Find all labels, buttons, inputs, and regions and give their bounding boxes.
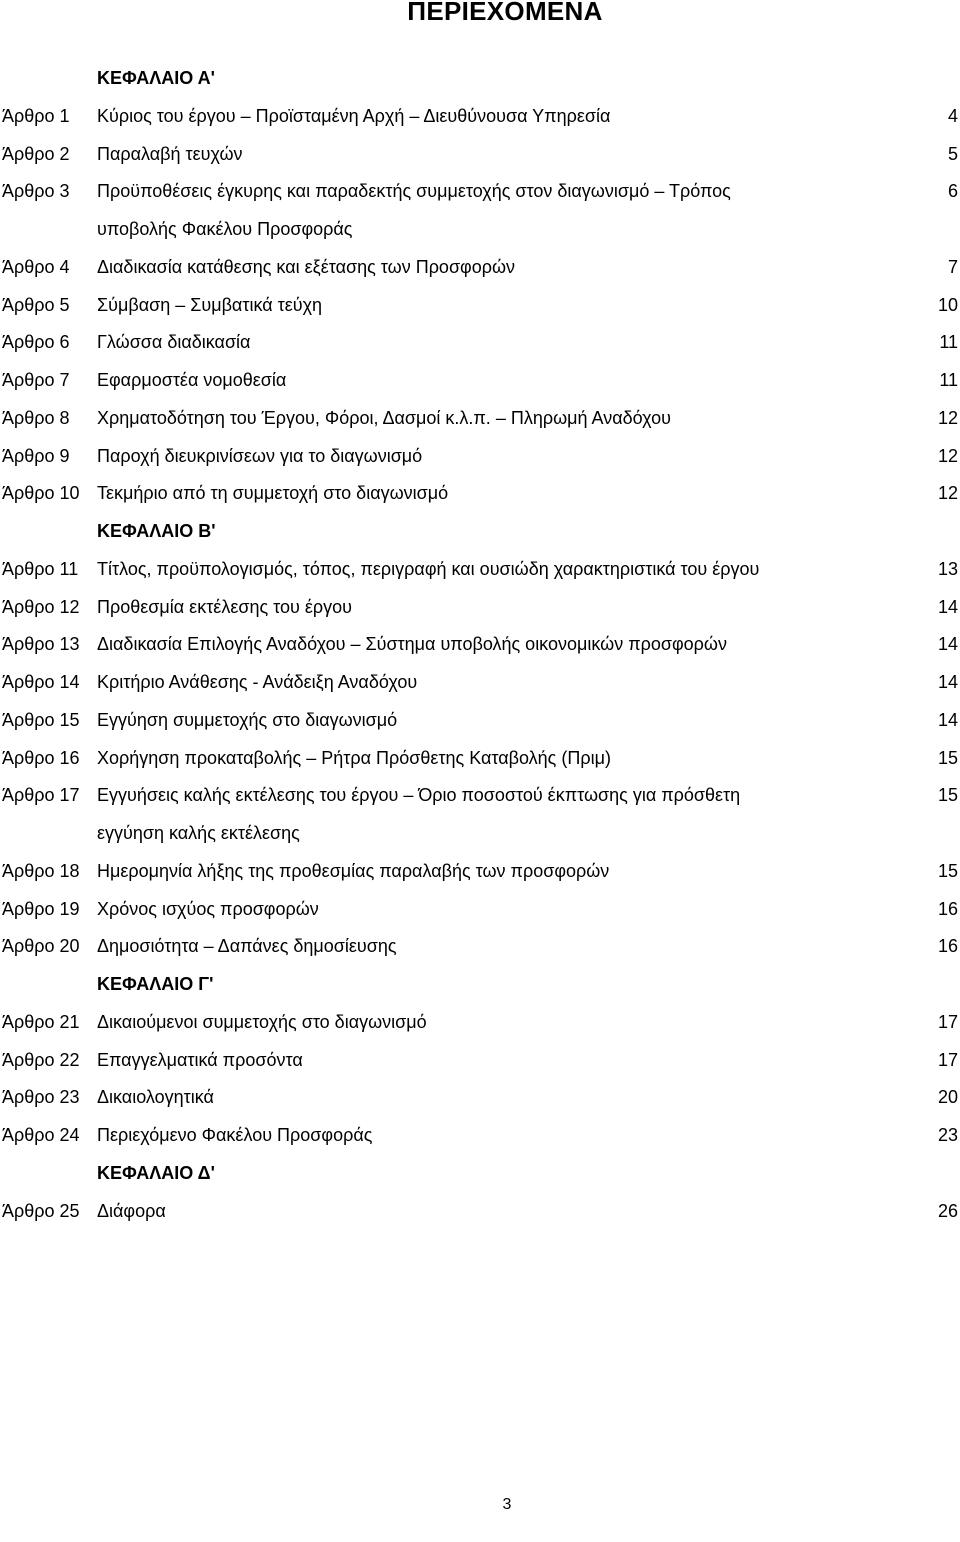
article-label: Άρθρο 9 xyxy=(2,445,70,466)
article-title xyxy=(97,746,887,770)
article-title-text: Χρόνος ισχύος προσφορών xyxy=(97,898,319,919)
article-page-number: 12 xyxy=(937,483,958,504)
article-label: Άρθρο 6 xyxy=(2,332,70,353)
article-page-number: 4 xyxy=(947,105,958,126)
chapter-heading: ΚΕΦΑΛΑΙΟ Δ' xyxy=(97,1162,215,1183)
article-title xyxy=(97,632,887,656)
article-label: Άρθρο 14 xyxy=(2,672,80,692)
article-title-text: Επαγγελματικά προσόντα xyxy=(97,1049,303,1070)
article-title-text: Παροχή διευκρινίσεων για το διαγωνισμό xyxy=(97,445,423,466)
article-title xyxy=(97,1010,887,1034)
article-title xyxy=(97,670,887,694)
article-label: Άρθρο 24 xyxy=(2,1125,80,1145)
article-label: Άρθρο 15 xyxy=(2,709,80,730)
article-label: Άρθρο 21 xyxy=(2,1011,80,1032)
article-title xyxy=(97,783,887,845)
article-title-text: Δικαιολογητικά xyxy=(97,1087,214,1108)
article-title-text: Χορήγηση προκαταβολής – Ρήτρα Πρόσθετης Καταβολής (Πριμ) xyxy=(97,747,611,768)
chapter-heading: ΚΕΦΑΛΑΙΟ Α' xyxy=(97,68,215,88)
article-title xyxy=(97,1199,887,1223)
article-title xyxy=(97,368,887,392)
article-page-number: 7 xyxy=(947,256,958,277)
article-label: Άρθρο 16 xyxy=(2,747,80,768)
article-title-text: Τεκμήριο από τη συμμετοχή στο διαγωνισμό xyxy=(97,483,449,504)
article-label: Άρθρο 19 xyxy=(2,898,80,919)
article-label: Άρθρο 10 xyxy=(2,483,80,504)
article-page-number: 16 xyxy=(937,936,958,957)
article-page-number: 23 xyxy=(937,1125,958,1145)
article-page-number: 17 xyxy=(937,1049,958,1070)
article-title-text: Κύριος του έργου – Προϊσταμένη Αρχή – Διευθύνουσα Υπηρεσία xyxy=(97,105,611,126)
article-title xyxy=(97,595,887,619)
article-title xyxy=(97,255,887,279)
article-page-number: 20 xyxy=(937,1087,958,1108)
article-title xyxy=(97,1085,887,1109)
article-label: Άρθρο 2 xyxy=(2,143,70,164)
article-page-number: 16 xyxy=(937,898,958,919)
article-title-text: Τίτλος, προϋπολογισμός, τόπος, περιγραφή και ουσιώδη χαρακτηριστικά του έργου xyxy=(97,558,760,579)
article-title xyxy=(97,859,887,883)
article-page-number: 26 xyxy=(937,1200,958,1221)
article-title-text: Δικαιούμενοι συμμετοχής στο διαγωνισμό xyxy=(97,1011,427,1032)
article-title-text: Διαδικασία κατάθεσης και εξέτασης των Προσφορών xyxy=(97,256,516,277)
article-label: Άρθρο 18 xyxy=(2,860,80,881)
article-title xyxy=(97,1123,887,1147)
article-page-number: 14 xyxy=(937,596,958,617)
article-page-number: 14 xyxy=(937,634,958,655)
article-page-number: 15 xyxy=(937,785,958,806)
article-page-number: 15 xyxy=(937,747,958,768)
article-title-text: Εφαρμοστέα νομοθεσία xyxy=(97,370,287,390)
article-page-number: 13 xyxy=(937,558,958,579)
article-title xyxy=(97,142,887,166)
article-label: Άρθρο 13 xyxy=(2,634,80,655)
article-label: Άρθρο 4 xyxy=(2,256,70,277)
article-page-number: 11 xyxy=(939,332,958,353)
article-label: Άρθρο 17 xyxy=(2,785,80,806)
article-title-text: Σύμβαση – Συμβατικά τεύχη xyxy=(97,294,323,315)
article-title-text: Εγγύηση συμμετοχής στο διαγωνισμό xyxy=(97,709,398,730)
article-label: Άρθρο 5 xyxy=(2,294,70,315)
article-title xyxy=(97,179,887,241)
article-title-text: Ημερομηνία λήξης της προθεσμίας παραλαβής των προσφορών xyxy=(97,860,610,881)
article-title xyxy=(97,481,887,505)
article-title xyxy=(97,293,887,317)
article-page-number: 5 xyxy=(947,143,958,164)
article-title-text: Κριτήριο Ανάθεσης - Ανάδειξη Αναδόχου xyxy=(97,672,418,692)
page-number: 3 xyxy=(502,1496,512,1513)
article-page-number: 6 xyxy=(947,181,958,202)
article-title-text: Γλώσσα διαδικασία xyxy=(97,332,251,353)
article-label: Άρθρο 20 xyxy=(2,936,80,957)
article-page-number: 10 xyxy=(937,294,958,315)
article-page-number: 12 xyxy=(937,445,958,466)
article-page-number: 14 xyxy=(937,709,958,730)
article-title xyxy=(97,406,887,430)
article-title xyxy=(97,444,887,468)
article-label: Άρθρο 23 xyxy=(2,1087,80,1108)
article-title-text: Περιεχόμενο Φακέλου Προσφοράς xyxy=(97,1125,373,1145)
article-title xyxy=(97,104,887,128)
article-title-text: Προϋποθέσεις έγκυρης και παραδεκτής συμμετοχής στον διαγωνισμό – Τρόπος xyxy=(97,181,731,202)
article-page-number: 11 xyxy=(939,370,958,390)
article-label: Άρθρο 25 xyxy=(2,1200,80,1221)
article-title-text: Χρηματοδότηση του Έργου, Φόροι, Δασμοί κ.λ.π. – Πληρωμή Αναδόχου xyxy=(97,407,671,428)
article-title xyxy=(97,934,887,958)
article-page-number: 17 xyxy=(937,1011,958,1032)
chapter-heading: ΚΕΦΑΛΑΙΟ Γ' xyxy=(97,974,214,994)
article-title xyxy=(97,557,887,581)
chapter-heading: ΚΕΦΑΛΑΙΟ Β' xyxy=(97,521,216,541)
article-title-continuation: εγγύηση καλής εκτέλεσης xyxy=(97,823,300,844)
article-label: Άρθρο 12 xyxy=(2,596,80,617)
article-title-text: Διαδικασία Επιλογής Αναδόχου – Σύστημα υποβολής οικονομικών προσφορών xyxy=(97,634,727,655)
article-title-text: Δημοσιότητα – Δαπάνες δημοσίευσης xyxy=(97,936,397,957)
article-label: Άρθρο 7 xyxy=(2,370,70,390)
article-title xyxy=(97,1048,887,1072)
article-page-number: 12 xyxy=(937,407,958,428)
article-label: Άρθρο 3 xyxy=(2,181,70,202)
article-title xyxy=(97,897,887,921)
article-title-text: Εγγυήσεις καλής εκτέλεσης του έργου – Όριο ποσοστού έκπτωσης για πρόσθετη xyxy=(97,785,741,806)
page-title: ΠΕΡΙΕΧΟΜΕΝΑ xyxy=(407,0,603,26)
article-title-text: Προθεσμία εκτέλεσης του έργου xyxy=(97,596,352,617)
article-page-number: 14 xyxy=(937,672,958,692)
article-title xyxy=(97,330,887,354)
article-label: Άρθρο 11 xyxy=(2,558,79,579)
article-title-continuation: υποβολής Φακέλου Προσφοράς xyxy=(97,219,353,240)
article-title xyxy=(97,708,887,732)
article-page-number: 15 xyxy=(937,860,958,881)
article-label: Άρθρο 8 xyxy=(2,407,70,428)
article-title-text: Διάφορα xyxy=(97,1200,166,1221)
article-title-text: Παραλαβή τευχών xyxy=(97,143,243,164)
article-label: Άρθρο 1 xyxy=(2,105,70,126)
article-label: Άρθρο 22 xyxy=(2,1049,80,1070)
